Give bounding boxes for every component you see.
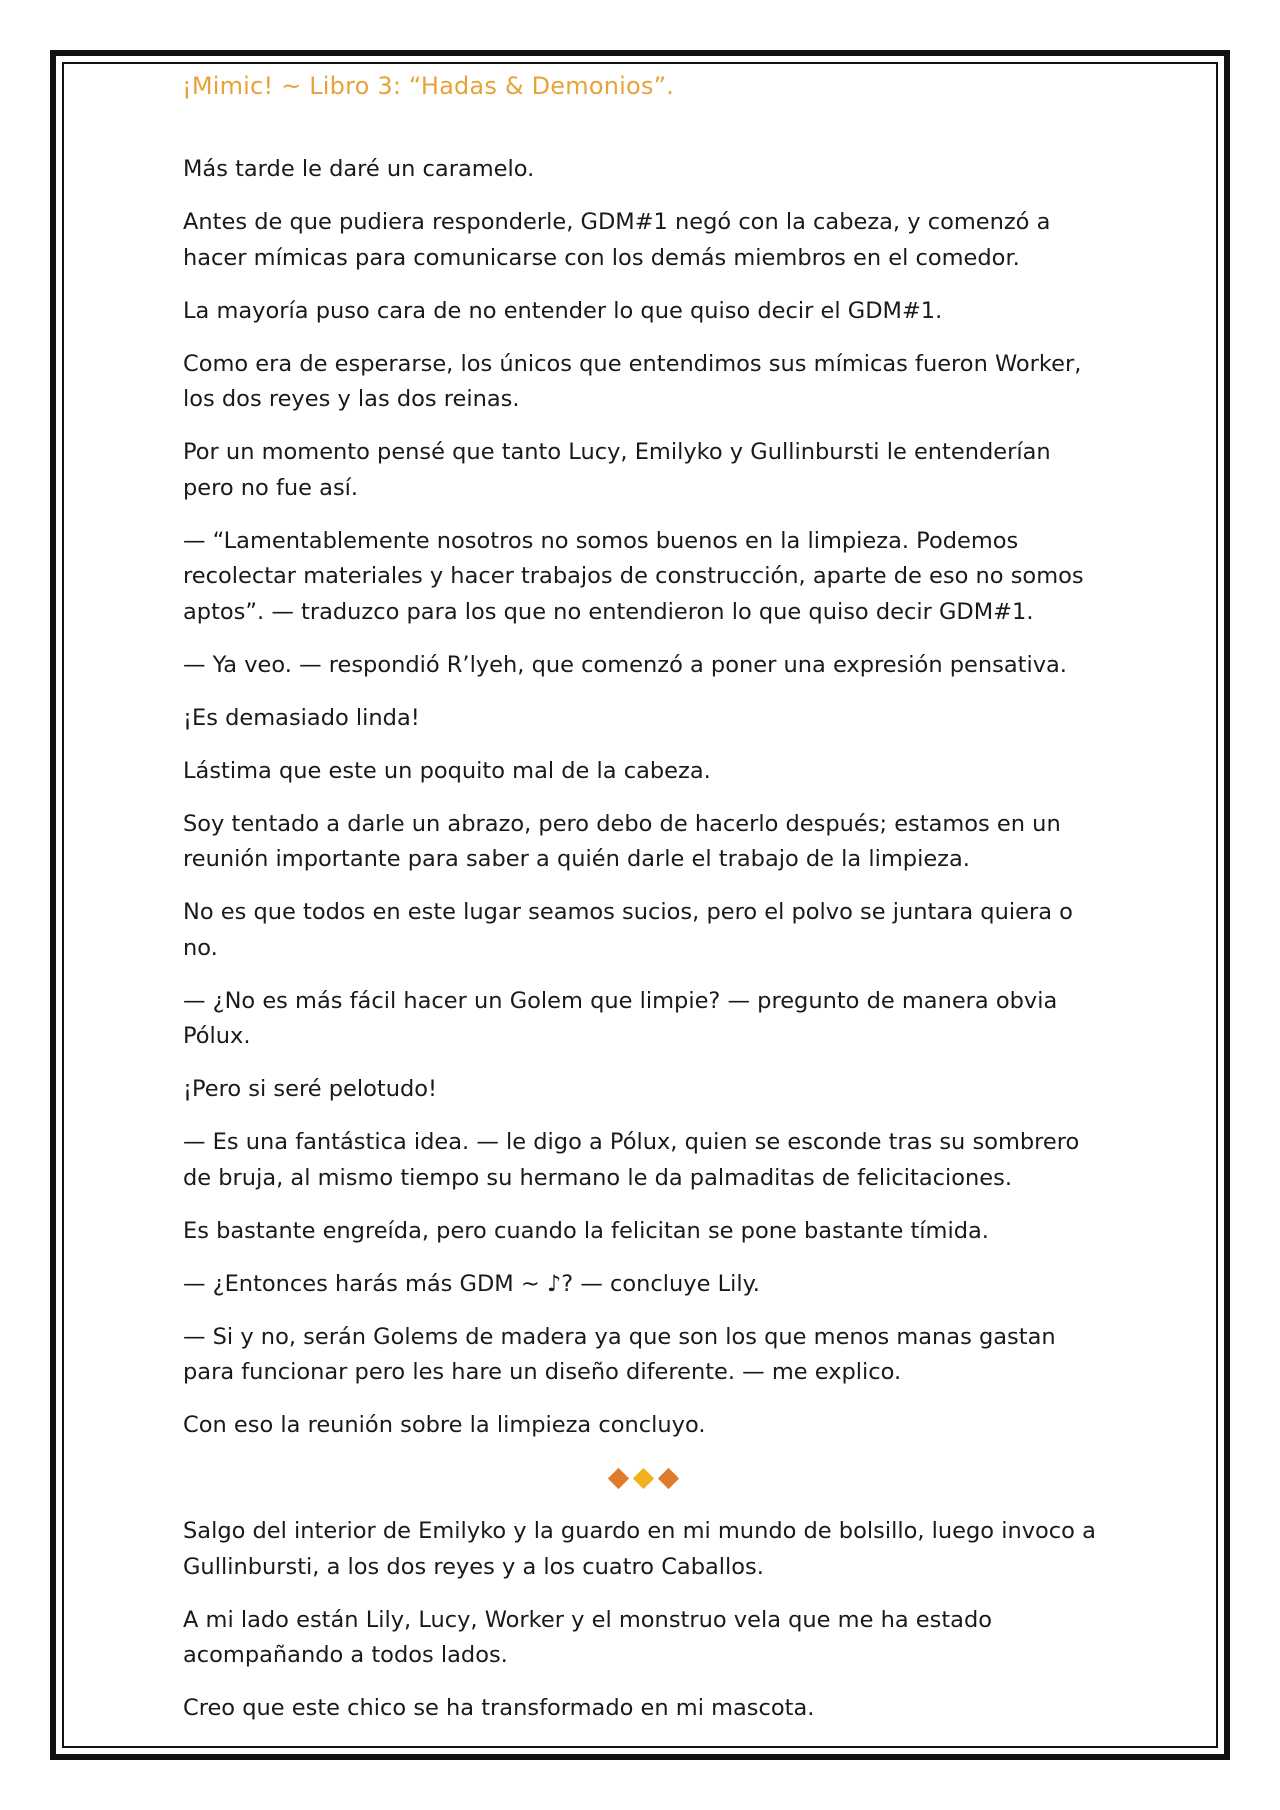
scene-break-divider <box>183 1461 1103 1497</box>
paragraph: Lástima que este un poquito mal de la cabeza. <box>183 757 711 784</box>
paragraph: Más tarde le daré un caramelo. <box>183 156 535 182</box>
paragraph: — ¿Entonces harás más GDM ~ ♪? — concluye Lily. <box>183 1270 760 1297</box>
diamond-icon <box>632 1468 653 1489</box>
body-text <box>183 152 1103 1744</box>
paragraph: Antes de que pudiera responderle, GDM#1 negó con la cabeza, y comenzó a hacer mímicas para comunicarse con los demás miembros en el comedor. <box>183 209 1051 271</box>
paragraph: — ¿No es más fácil hacer un Golem que limpie? — pregunto de manera obvia Pólux. <box>183 987 1058 1049</box>
paragraph: No es que todos en este lugar seamos sucios, pero el polvo se juntara quiera o no. <box>183 899 1073 961</box>
paragraph: — Ya veo. — respondió R’lyeh, que comenzó a poner una expresión pensativa. <box>183 651 1067 678</box>
paragraph: Es bastante engreída, pero cuando la felicitan se pone bastante tímida. <box>183 1217 989 1244</box>
paragraph: — “Lamentablemente nosotros no somos buenos en la limpieza. Podemos recolectar materiales y hacer trabajos de construcción, aparte de eso no somos aptos”. — traduzco para los que no entendieron lo que quiso decir GDM#1. <box>183 527 1084 625</box>
diamond-icon <box>607 1468 628 1489</box>
paragraph: Como era de esperarse, los únicos que entendimos sus mímicas fueron Worker, los dos reyes y las dos reinas. <box>183 350 1082 412</box>
paragraph: Soy tentado a darle un abrazo, pero debo de hacerlo después; estamos en un reunión importante para saber a quién darle el trabajo de la limpieza. <box>183 810 1061 872</box>
paragraph: ¡Pero si seré pelotudo! <box>183 1076 438 1102</box>
paragraph: A mi lado están Lily, Lucy, Worker y el monstruo vela que me ha estado acompañando a todos lados. <box>183 1606 993 1668</box>
paragraph: La mayoría puso cara de no entender lo que quiso decir el GDM#1. <box>183 297 943 324</box>
paragraph: ¡Es demasiado linda! <box>183 704 420 731</box>
paragraph: — Si y no, serán Golems de madera ya que son los que menos manas gastan para funcionar pero les hare un diseño diferente. — me explico. <box>183 1323 1056 1385</box>
paragraph: Creo que este chico se ha transformado en mi mascota. <box>183 1695 815 1721</box>
paragraph: — Es una fantástica idea. — le digo a Pólux, quien se esconde tras su sombrero de bruja, al mismo tiempo su hermano le da palmaditas de felicitaciones. <box>183 1129 1080 1191</box>
diamond-icon <box>657 1468 678 1489</box>
paragraph: Por un momento pensé que tanto Lucy, Emilyko y Gullinbursti le entenderían pero no fue así. <box>183 439 1051 501</box>
paragraph: Con eso la reunión sobre la limpieza concluyo. <box>183 1412 706 1438</box>
running-header: ¡Mimic! ~ Libro 3: “Hadas & Demonios”. <box>182 72 675 100</box>
paragraph: Salgo del interior de Emilyko y la guardo en mi mundo de bolsillo, luego invoco a Gullinbursti, a los dos reyes y a los cuatro Caballos. <box>183 1518 1096 1580</box>
